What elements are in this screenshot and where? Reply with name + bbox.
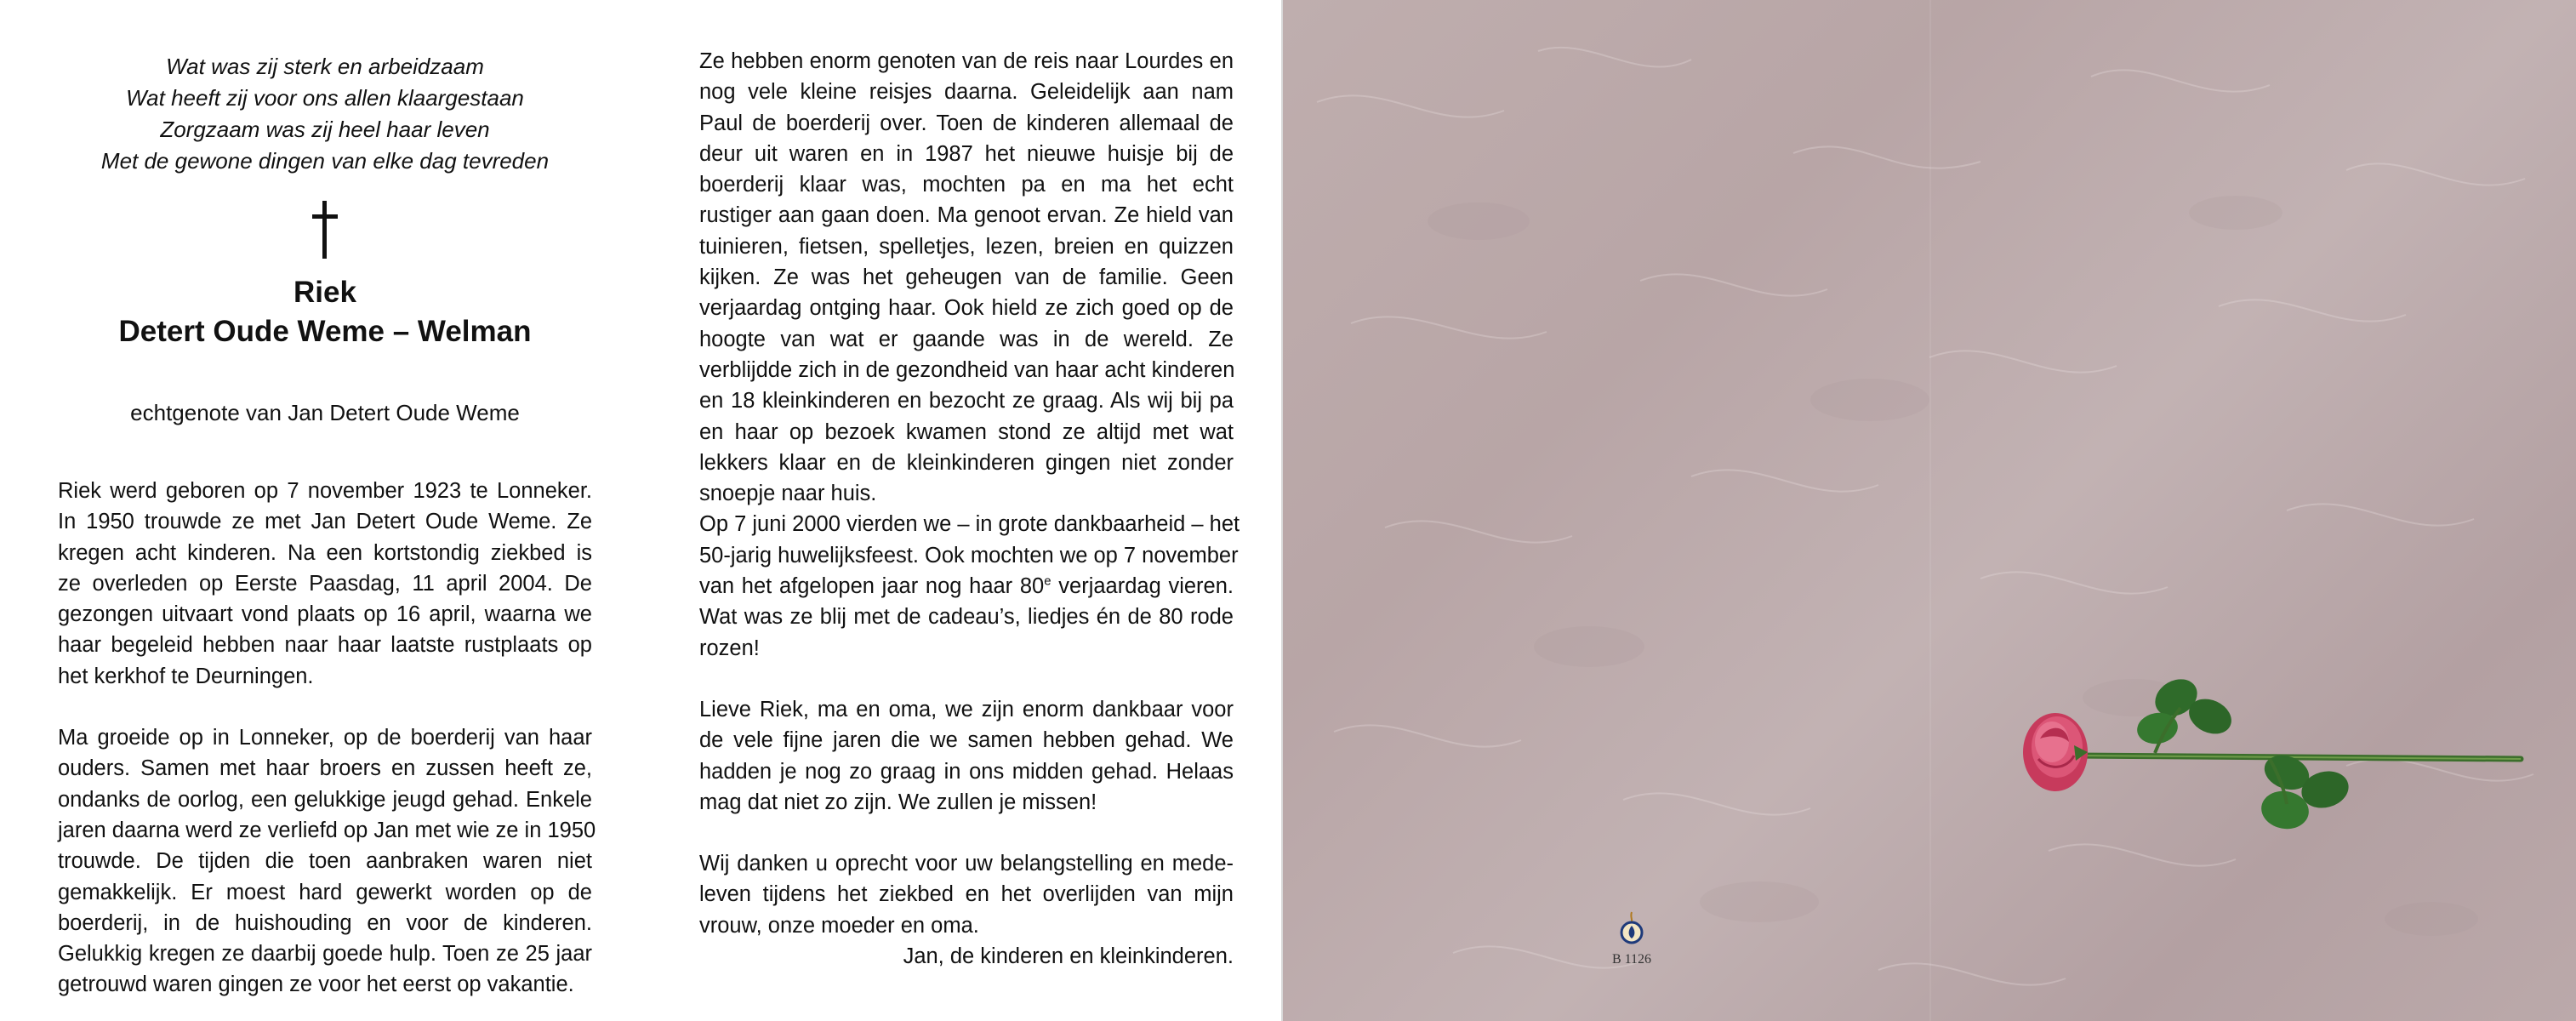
- poem-line: Wat was zij sterk en arbeidzaam: [166, 54, 484, 79]
- text-line: verblijdde zich in de gezondheid van haar acht kinderen: [699, 357, 1235, 382]
- text-line: tuinieren, fietsen, spelletjes, lezen, breien en quizzen: [699, 234, 1234, 259]
- text-line: 50-jarig huwelijksfeest. Ook mochten we op 7 november: [699, 543, 1239, 568]
- right-column: [699, 0, 1240, 972]
- text-line: In 1950 trouwde ze met Jan Detert Oude Weme. Ze: [58, 510, 592, 534]
- flame-logo-icon: [1619, 910, 1644, 944]
- paragraph-thanks: [699, 848, 1234, 941]
- text-line: jaren daarna werd ze verliefd op Jan met wie ze in 1950: [58, 818, 596, 842]
- text-line: verjaardag ontging haar. Ook hield ze zich goed op de: [699, 296, 1234, 321]
- text-line: ondanks de oorlog, een gelukkige jeugd gehad. Enkele: [58, 787, 592, 812]
- text-line: boerderij, in de huishouding en voor de kinderen.: [58, 910, 592, 935]
- text-line: [699, 571, 1234, 602]
- paragraph-biography: [58, 476, 592, 692]
- left-column: [58, 0, 596, 1001]
- text-line: Lieve Riek, ma en oma, we zijn enorm dankbaar voor: [699, 697, 1234, 722]
- text-line: hoogte van wat er gaande was in de wereld. Ze: [699, 327, 1234, 351]
- text-line: deur uit waren en in 1987 het nieuwe huisje bij de: [699, 141, 1234, 166]
- text-line: lekkers klaar en de kleinkinderen gingen niet zonder: [699, 450, 1234, 475]
- spouse-line: echtgenote van Jan Detert Oude Weme: [130, 400, 520, 425]
- fold-line: [1929, 0, 1931, 1021]
- poem-line: Wat heeft zij voor ons allen klaargestaan: [126, 85, 524, 111]
- publisher-mark: [1606, 910, 1657, 967]
- text-line: rustiger aan gaan doen. Ma genoot ervan. Ze hield van: [699, 203, 1234, 228]
- deceased-first-name: Riek: [294, 276, 356, 309]
- text-line: snoepje naar huis.: [699, 482, 877, 506]
- paragraph-later-life: [699, 46, 1240, 664]
- text-line: trouwde. De tijden die toen aanbraken waren niet: [58, 849, 592, 874]
- cross-icon: [58, 199, 592, 260]
- poem: [58, 51, 592, 177]
- text-line: Gelukkig kregen ze daarbij goede hulp. Toen ze 25 jaar: [58, 942, 592, 967]
- text-line: gezongen uitvaart vond plaats op 16 april, waarna we: [58, 602, 592, 627]
- memorial-card-inside: [0, 0, 1283, 1021]
- text-line: Wat was ze blij met de cadeau’s, liedjes én de 80 rode: [699, 605, 1234, 630]
- superscript: e: [1044, 573, 1051, 589]
- deceased-full-name: Detert Oude Weme – Welman: [118, 315, 532, 348]
- text-line: rozen!: [699, 636, 760, 660]
- text-line: de vele fijne jaren die we samen hebben gehad. We: [699, 728, 1234, 753]
- print-code: B 1126: [1611, 952, 1652, 967]
- signature: Jan, de kinderen en kleinkinderen.: [903, 944, 1234, 969]
- text-line: Ze hebben enorm genoten van de reis naar Lourdes en: [699, 49, 1234, 73]
- text-line: mag dat niet zo zijn. We zullen je missen!: [699, 790, 1097, 814]
- text-line: kregen acht kinderen. Na een kortstondig ziekbed is: [58, 540, 592, 565]
- poem-line: Zorgzaam was zij heel haar leven: [160, 117, 490, 142]
- text-line: gemakkelijk. Er moest hard gewerkt worden op de: [58, 880, 592, 904]
- text-fragment: verjaardag vieren.: [1051, 574, 1234, 599]
- text-line: het kerkhof te Deurningen.: [58, 664, 314, 688]
- text-line: en 18 kleinkinderen en bezocht ze graag. Als wij bij pa: [699, 389, 1234, 414]
- text-line: Op 7 juni 2000 vierden we – in grote dankbaarheid – het: [699, 512, 1240, 537]
- text-line: Wij danken u oprecht voor uw belangstelling en mede-: [699, 852, 1234, 876]
- text-line: ze overleden op Eerste Paasdag, 11 april 2004. De: [58, 571, 592, 596]
- text-line: boerderij klaar was, mochten pa en ma het echt: [699, 173, 1234, 197]
- text-line: en haar op bezoek kwamen stond ze altijd met wat: [699, 419, 1234, 444]
- text-line: kijken. Ze was het geheugen van de familie. Geen: [699, 265, 1234, 290]
- text-line: leven tijdens het ziekbed en het overlijden van mijn: [699, 882, 1234, 907]
- poem-line: Met de gewone dingen van elke dag tevreden: [100, 148, 550, 174]
- text-fragment: van het afgelopen jaar nog haar 80: [699, 574, 1045, 599]
- text-line: Riek werd geboren op 7 november 1923 te Lonneker.: [58, 479, 592, 503]
- paragraph-youth: [58, 722, 596, 1001]
- text-line: haar begeleid hebben naar haar laatste rustplaats op: [58, 633, 592, 658]
- text-line: ouders. Samen met haar broers en zussen heeft ze,: [58, 756, 592, 781]
- text-line: nog vele kleine reisjes daarna. Geleidelijk aan nam: [699, 80, 1234, 105]
- text-line: getrouwd waren gingen ze voor het eerst op vakantie.: [58, 973, 574, 997]
- text-line: Ma groeide op in Lonneker, op de boerderij van haar: [58, 726, 592, 750]
- text-line: hadden je nog zo graag in ons midden gehad. Helaas: [699, 759, 1234, 784]
- rose-icon: [2015, 664, 2525, 851]
- memorial-card-cover: [1283, 0, 2576, 1021]
- text-line: Paul de boerderij over. Toen de kinderen allemaal de: [699, 111, 1234, 135]
- paragraph-farewell: [699, 694, 1234, 818]
- text-line: vrouw, onze moeder en oma.: [699, 913, 979, 938]
